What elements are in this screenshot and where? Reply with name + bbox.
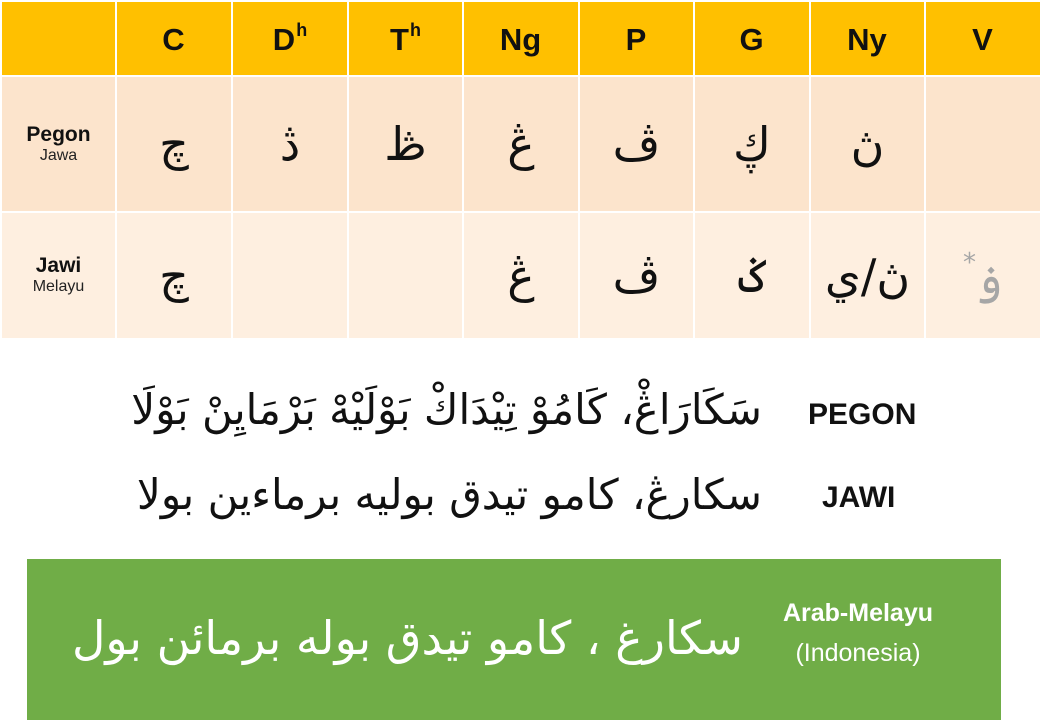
row-label-main: Jawi xyxy=(35,254,82,278)
header-g: G xyxy=(694,1,810,76)
jawi-cell-dh xyxy=(232,212,348,339)
jawi-cell-th xyxy=(348,212,463,339)
pegon-cell-g: ڮ xyxy=(694,76,810,212)
pegon-cell-dh: ڎ xyxy=(232,76,348,212)
banner-title: Arab-Melayu xyxy=(782,599,934,627)
pegon-sentence: سَكَارَاڠْ، كَامُوْ تِيْدَاكْ بَوْلَيْهْ بَرْمَايِنْ بَوْلَا xyxy=(131,385,762,434)
pegon-tag: PEGON xyxy=(808,398,917,431)
jawi-sentence: سكارڠ، كامو تيدق بوليه برماءين بولا xyxy=(136,470,762,519)
header-corner-cell xyxy=(1,1,116,76)
jawi-row xyxy=(1,212,1041,339)
row-label-sub: Jawa xyxy=(39,146,78,164)
pegon-cell-p: ڤ xyxy=(579,76,694,212)
jawi-cell-ng: ڠ xyxy=(463,212,579,339)
arab-melayu-banner xyxy=(27,559,1001,720)
script-comparison-table xyxy=(0,0,1042,340)
jawi-v-glyph: ۏ xyxy=(976,249,1003,304)
pegon-row xyxy=(1,76,1041,212)
jawi-row-label xyxy=(1,212,116,339)
jawi-cell-p: ڤ xyxy=(579,212,694,339)
row-label-sub: Melayu xyxy=(32,278,85,296)
header-c: C xyxy=(116,1,232,76)
header-row xyxy=(1,1,1041,76)
jawi-cell-g: ݢ xyxy=(694,212,810,339)
jawi-cell-c: چ xyxy=(116,212,232,339)
row-label-main: Pegon xyxy=(26,122,91,146)
jawi-tag: JAWI xyxy=(822,481,896,514)
pegon-cell-ny: ڽ xyxy=(810,76,925,212)
header-p: P xyxy=(579,1,694,76)
footnote-asterisk: * xyxy=(963,247,977,278)
pegon-cell-th: ڟ xyxy=(348,76,463,212)
pegon-row-label xyxy=(1,76,116,212)
header-v: V xyxy=(925,1,1041,76)
pegon-cell-ng: ڠ xyxy=(463,76,579,212)
header-dh: $D^h$ xyxy=(232,1,348,76)
banner-subtitle: (Indonesia) xyxy=(795,639,921,667)
banner-arabic-sentence: سكارغ ، كامو تيدق بوله برمائن بول xyxy=(72,611,743,665)
jawi-cell-v xyxy=(925,212,1041,339)
pegon-cell-v xyxy=(925,76,1041,212)
header-ng: Ng xyxy=(463,1,579,76)
header-th: $T^h$ xyxy=(348,1,463,76)
jawi-cell-ny: ڽ/ي xyxy=(810,212,925,339)
header-ny: Ny xyxy=(810,1,925,76)
pegon-cell-c: چ xyxy=(116,76,232,212)
